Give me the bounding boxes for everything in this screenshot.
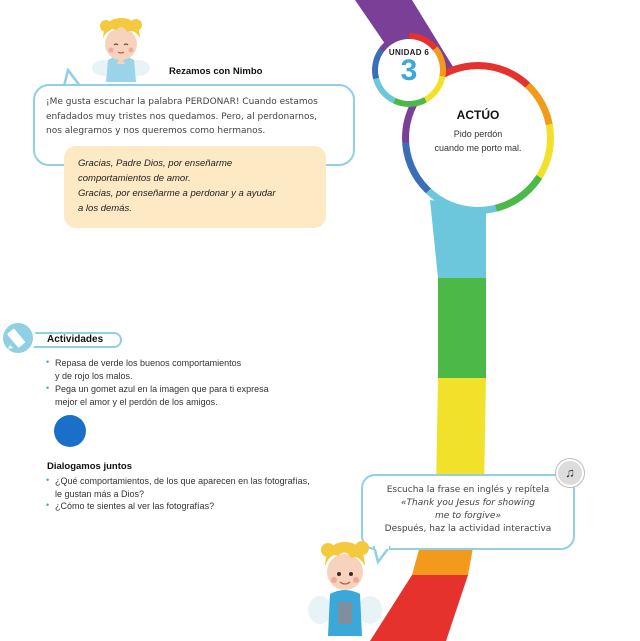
- dialog-bullet-2: •: [46, 500, 50, 510]
- dialog-item-1-line-1: ¿Qué comportamientos, de los que aparecen en las fotografías,: [55, 476, 310, 486]
- dialog-item-1-line-2: le gustan más a Dios?: [55, 488, 145, 499]
- activity-item-2-line-1: Pega un gomet azul en la imagen que para ti expresa: [55, 384, 269, 394]
- activity-item-1-line-1: Repasa de verde los buenos comportamientos: [55, 358, 242, 368]
- unit-number: 3: [400, 54, 418, 87]
- actuo-title: ACTÚO: [456, 108, 500, 122]
- activity-bullet-1: •: [46, 357, 50, 367]
- activity-item-1-line-2: y de rojo los malos.: [55, 370, 133, 381]
- activity-item-2-line-2: mejor el amor y el perdón de los amigos.: [55, 396, 218, 407]
- actuo-text: [412, 127, 544, 155]
- unit-label: UNIDAD 6: [388, 48, 430, 57]
- road-green: [438, 278, 486, 378]
- pencil-badge: [0, 320, 36, 356]
- nimbo-speech-text: [46, 95, 346, 139]
- nimbo-angel-waving-illustration: [308, 528, 382, 638]
- speech-line-3: nos alegramos y nos queremos como hermanos.: [46, 126, 266, 136]
- road-red: [370, 575, 468, 641]
- speech-line-2: enfadados muy tristes nos quedamos. Pero, al perdonarnos,: [46, 111, 318, 122]
- music-note-icon[interactable]: ♫: [556, 459, 584, 487]
- dialog-bullet-1: •: [46, 475, 50, 485]
- dialog-item-2: [55, 500, 214, 513]
- english-speech-text: [366, 484, 570, 536]
- activities-title: Actividades: [47, 334, 104, 345]
- unit-badge: [372, 33, 446, 107]
- prayer-line-2: comportamientos de amor.: [78, 173, 191, 184]
- english-line-2: «Thank you Jesus for showing: [401, 498, 535, 508]
- road-yellow: [436, 378, 486, 488]
- dialog-title: Dialogamos juntos: [47, 461, 132, 472]
- english-line-4: Después, haz la actividad interactiva: [384, 524, 552, 534]
- prayer-text: [78, 156, 318, 216]
- nimbo-angel-praying-illustration: [90, 10, 152, 82]
- english-line-3: me to forgive»: [434, 511, 502, 521]
- dialog-item-1: [55, 475, 310, 500]
- activity-bullet-2: •: [46, 383, 50, 393]
- activity-item-1: [55, 357, 241, 382]
- prayer-line-3: Gracias, por enseñarme a perdonar y a ayudar: [78, 188, 276, 199]
- actuo-line-1: Pido perdón: [453, 129, 503, 139]
- prayer-line-4: a los demás.: [78, 203, 132, 214]
- speech-line-1: ¡Me gusta escuchar la palabra PERDONAR! Cuando estamos: [46, 97, 318, 107]
- dialog-item-2-line-1: ¿Cómo te sientes al ver las fotografías?: [55, 501, 215, 511]
- prayer-line-1: Gracias, Padre Dios, por enseñarme: [78, 158, 233, 169]
- prayer-section-title: Rezamos con Nimbo: [169, 66, 263, 77]
- pencil-icon: [3, 323, 33, 353]
- activity-item-2: [55, 383, 269, 408]
- blue-gomet-sticker[interactable]: [54, 415, 86, 447]
- actuo-line-2: cuando me porto mal.: [434, 143, 522, 153]
- english-line-1: Escucha la frase en inglés y repítela: [386, 485, 550, 495]
